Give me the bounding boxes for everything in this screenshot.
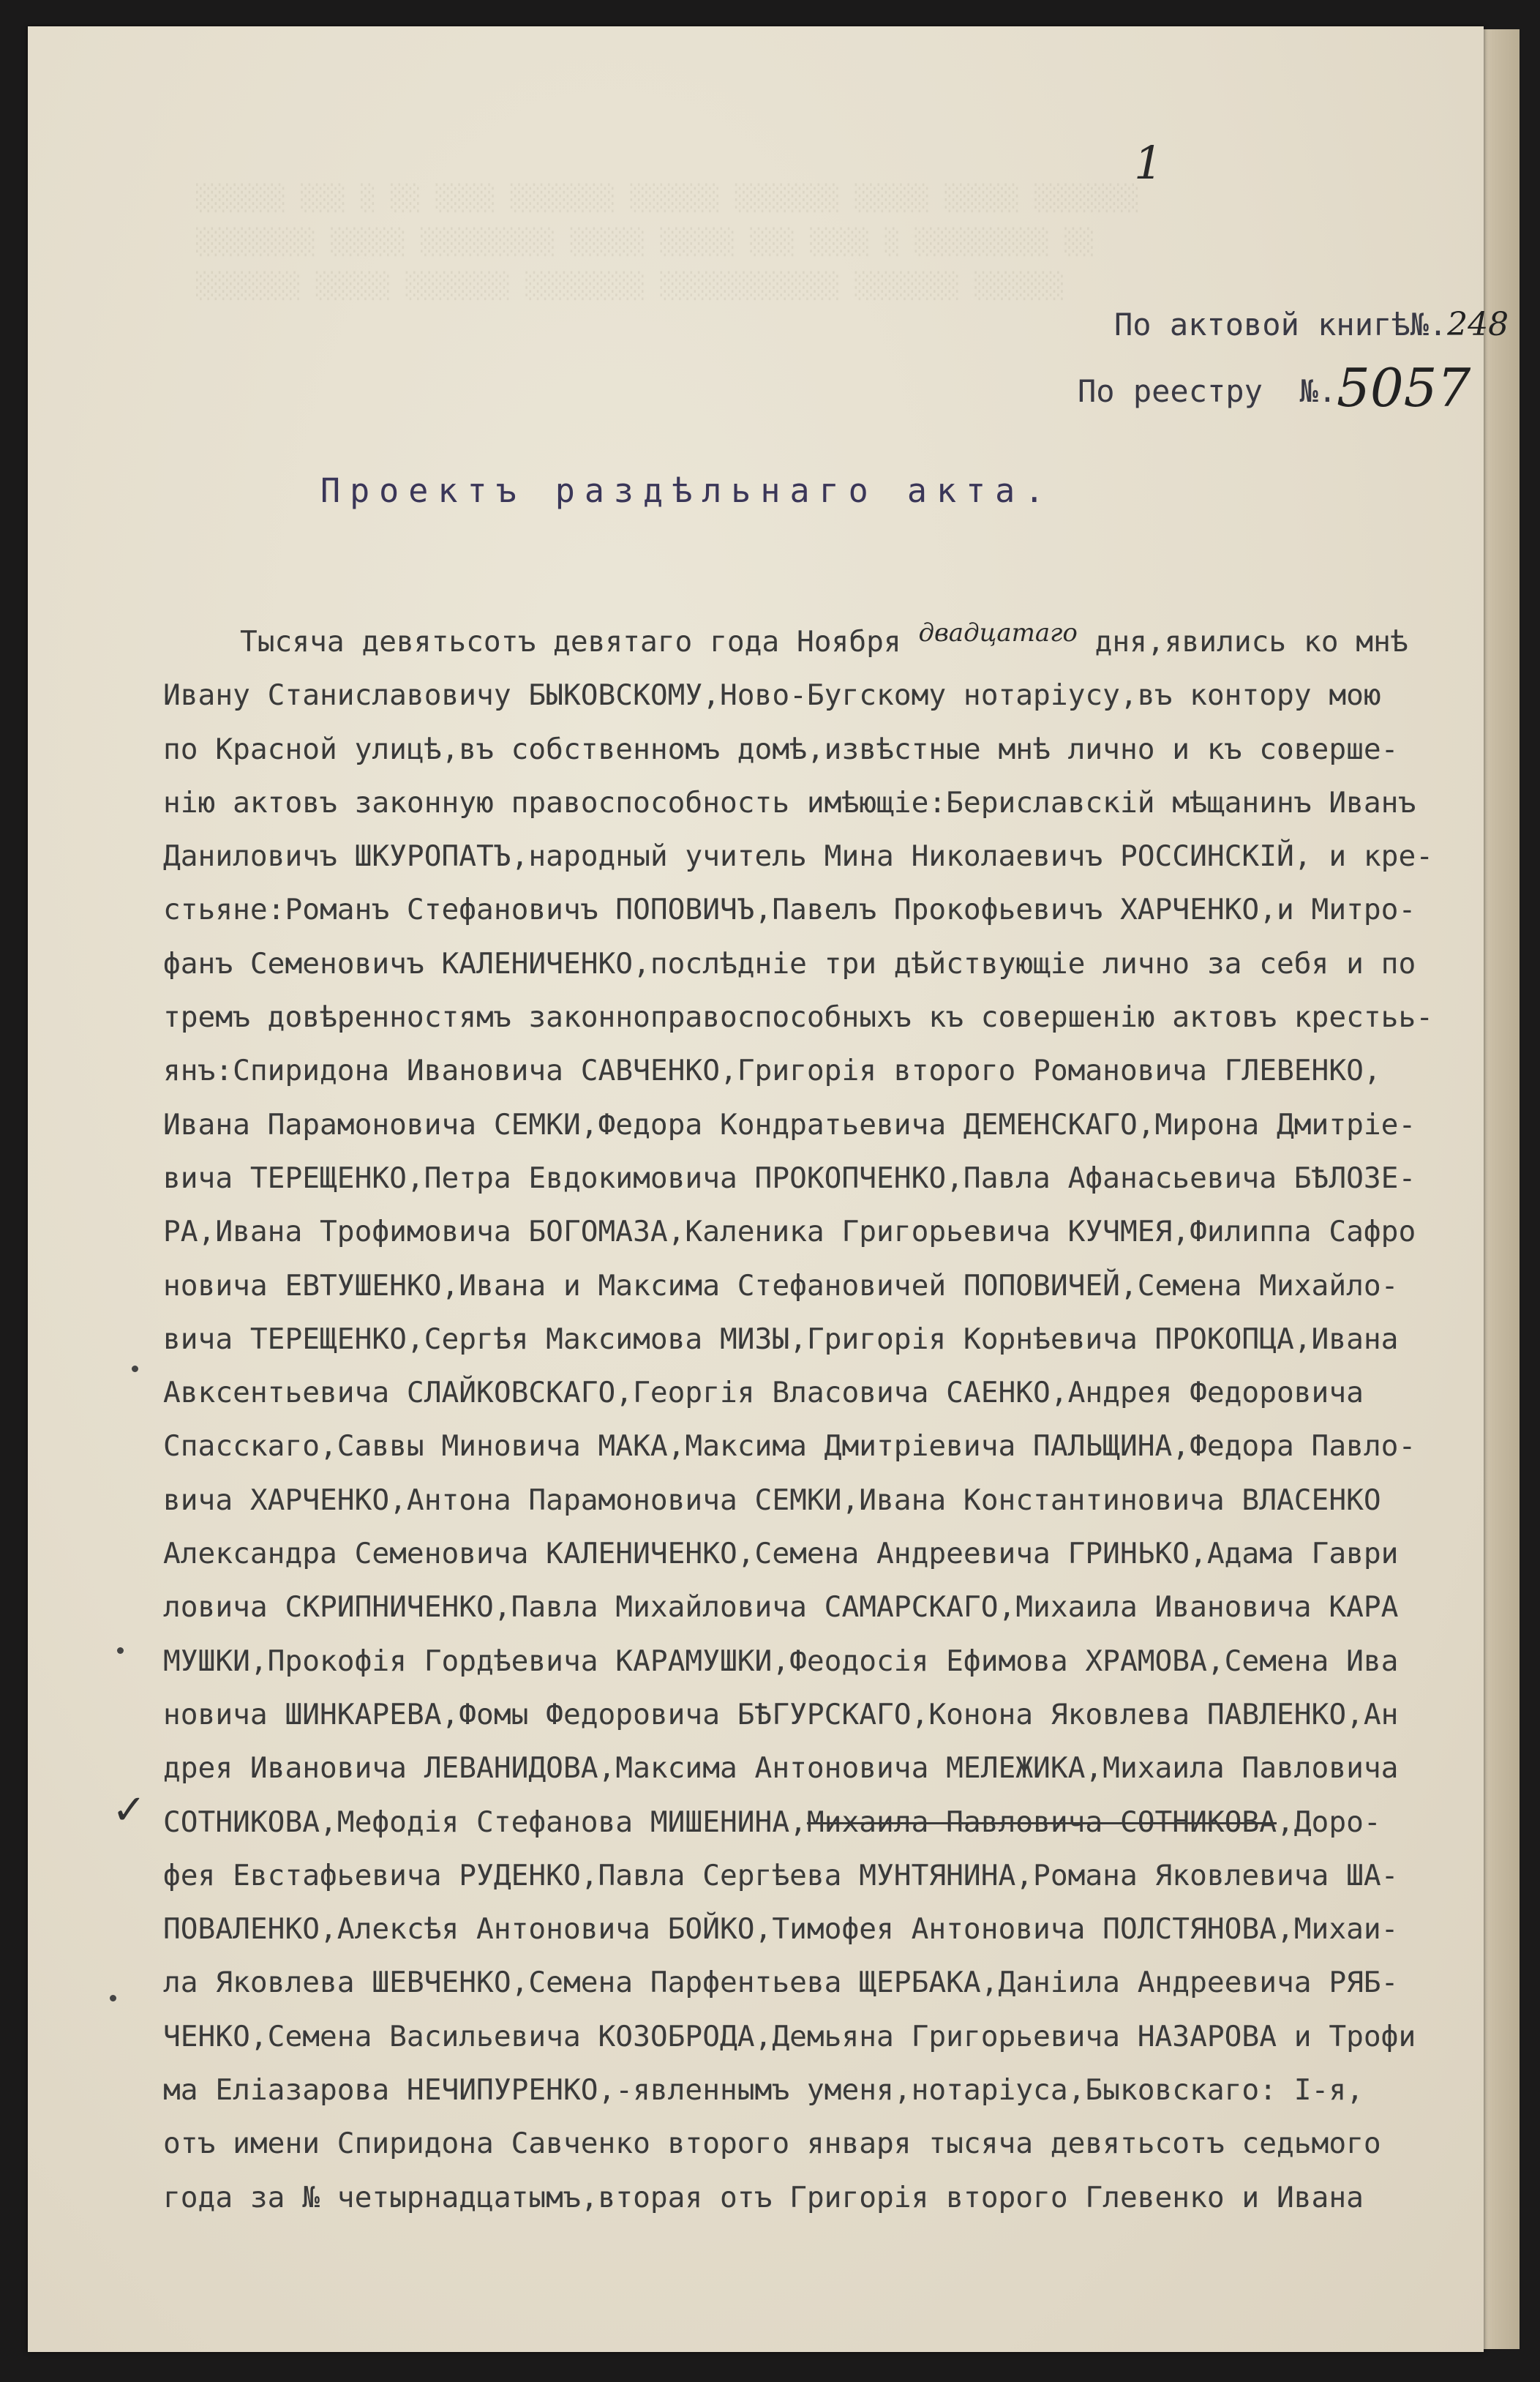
- body-line: Тысяча девятьсотъ девятаго года Ноября двадцатаго дня,явились ко мнѣ: [163, 615, 1465, 669]
- body-line: Александра Семеновича КАЛЕНИЧЕНКО,Семена Андреевича ГРИНЬКО,Адама Гаври: [163, 1537, 1399, 1571]
- body-line: вича ХАРЧЕНКО,Антона Парамоновича СЕМКИ,Ивана Константиновича ВЛАСЕНКО: [163, 1483, 1381, 1517]
- handwritten-day-insert: двадцатаго: [918, 618, 1078, 648]
- body-line: МУШКИ,Прокофія Гордѣевича КАРАМУШКИ,Феодосія Ефимова ХРАМОВА,Семена Ива: [163, 1644, 1399, 1678]
- body-line: фея Евстафьевича РУДЕНКО,Павла Сергѣева МУНТЯНИНА,Романа Яковлевича ША-: [163, 1858, 1399, 1892]
- document-page: [28, 26, 1509, 2352]
- body-line: ма Еліазарова НЕЧИПУРЕНКО,-явленнымъ уменя,нотаріуса,Быковскаго: І-я,: [163, 2073, 1364, 2108]
- body-line: фанъ Семеновичъ КАЛЕНИЧЕНКО,послѣдніе три дѣйствующіе лично за себя и по: [163, 946, 1416, 981]
- document-title: Проектъ раздѣльнаго акта.: [320, 471, 1054, 510]
- body-line: Даниловичъ ШКУРОПАТЪ,народный учитель Мина Николаевичъ РОССИНСКІЙ, и кре-: [163, 839, 1434, 874]
- body-line: ла Яковлева ШЕВЧЕНКО,Семена Парфентьева ЩЕРБАКА,Даніила Андреевича РЯБ-: [163, 1966, 1399, 2000]
- act-book-label: По актовой книгѣ: [1114, 307, 1411, 342]
- body-line: ЧЕНКО,Семена Васильевича КОЗОБРОДА,Демьяна Григорьевича НАЗАРОВА и Трофи: [163, 2019, 1416, 2053]
- body-line: ловича СКРИПНИЧЕНКО,Павла Михайловича САМАРСКАГО,Михаила Ивановича КАРА: [163, 1590, 1399, 1625]
- act-book-number-handwritten: 248: [1447, 306, 1509, 343]
- margin-dot: [110, 1995, 116, 2001]
- body-line: РА,Ивана Трофимовича БОГОМАЗА,Каленика Григорьевича КУЧМЕЯ,Филиппа Сафро: [163, 1215, 1416, 1249]
- body-line: отъ имени Спиридона Савченко второго января тысяча девятьсотъ седьмого: [163, 2127, 1381, 2161]
- body-line: Авксентьевича СЛАЙКОВСКАГО,Георгія Власовича САЕНКО,Андрея Федоровича: [163, 1376, 1364, 1410]
- registry-reference: [1078, 357, 1470, 419]
- registry-number-sign: №.: [1299, 373, 1337, 409]
- body-line: СОТНИКОВА,Мефодія Стефанова МИШЕНИНА,Михаила Павловича СОТНИКОВА,Доро-: [163, 1805, 1381, 1839]
- body-line: нію актовъ законную правоспособность имѣющіе:Бериславскій мѣщанинъ Иванъ: [163, 785, 1416, 820]
- body-line: вича ТЕРЕЩЕНКО,Сергѣя Максимова МИЗЫ,Григорія Корнѣевича ПРОКОПЦА,Ивана: [163, 1322, 1399, 1356]
- registry-number-handwritten: 5057: [1337, 357, 1471, 419]
- body-line: стьяне:Романъ Стефановичъ ПОПОВИЧЪ,Павелъ Прокофьевичъ ХАРЧЕНКО,и Митро-: [163, 893, 1416, 927]
- registry-label: По реестру: [1078, 373, 1263, 409]
- body-line: по Красной улицѣ,въ собственномъ домѣ,извѣстные мнѣ лично и къ соверше-: [163, 732, 1399, 766]
- body-line: новича ШИНКАРЕВА,Фомы Федоровича БѢГУРСКАГО,Конона Яковлева ПАВЛЕНКО,Ан: [163, 1697, 1399, 1731]
- body-line: тремъ довѣренностямъ законноправоспособныхъ къ совершенію актовъ крестьь-: [163, 1000, 1434, 1035]
- struck-out-name: Михаила Павловича СОТНИКОВА: [806, 1805, 1277, 1839]
- margin-dot: [117, 1647, 124, 1654]
- body-line: вича ТЕРЕЩЕНКО,Петра Евдокимовича ПРОКОПЧЕНКО,Павла Афанасьевича БѢЛОЗЕ-: [163, 1161, 1416, 1195]
- body-line: ПОВАЛЕНКО,Алексѣя Антоновича БОЙКО,Тимофея Антоновича ПОЛСТЯНОВА,Михаи-: [163, 1912, 1399, 1947]
- body-line: года за № четырнадцатымъ,вторая отъ Григорія второго Глевенко и Ивана: [163, 2180, 1364, 2214]
- typewritten-body: [163, 615, 1465, 2225]
- body-line: новича ЕВТУШЕНКО,Ивана и Максима Стефановичей ПОПОВИЧЕЙ,Семена Михайло-: [163, 1268, 1399, 1303]
- margin-dot: [132, 1366, 138, 1372]
- bleed-through-text: ░░░░░░ ░░░ ░ ░░ ░░░░ ░░░░░░░ ░░░░░░ ░░░░░░░ ░░░░░ ░░░░░ ░░░░░░░ ░░░░░░░░ ░░░░░ ░░░░░░░░░ ░░░░░ ░░░░░ ░░░ ░░░░ ░ ░░░░░░░░░ ░░ ░░░░░░░ ░░░░░ ░░░░░░░ ░░░░░░░░ ░░░░░░░░░░░░ ░░░░░░░ ░░░░░░: [196, 184, 1140, 301]
- body-line: Ивана Парамоновича СЕМКИ,Федора Кондратьевича ДЕМЕНСКАГО,Мирона Дмитріе-: [163, 1107, 1416, 1142]
- act-book-number-sign: №.: [1410, 307, 1448, 342]
- body-line: Спасскаго,Саввы Миновича МАКА,Максима Дмитріевича ПАЛЬЩИНА,Федора Павло-: [163, 1429, 1416, 1464]
- body-line: дрея Ивановича ЛЕВАНИДОВА,Максима Антоновича МЕЛЕЖИКА,Михаила Павловича: [163, 1751, 1399, 1786]
- body-line: янъ:Спиридона Ивановича САВЧЕНКО,Григорія второго Романовича ГЛЕВЕНКО,: [163, 1054, 1381, 1088]
- act-book-reference: [1114, 306, 1509, 343]
- body-line: Ивану Станиславовичу БЫКОВСКОМУ,Ново-Бугскому нотаріусу,въ контору мою: [163, 678, 1381, 713]
- checkmark-icon: ✓: [112, 1786, 146, 1834]
- folio-number: 1: [1134, 136, 1163, 190]
